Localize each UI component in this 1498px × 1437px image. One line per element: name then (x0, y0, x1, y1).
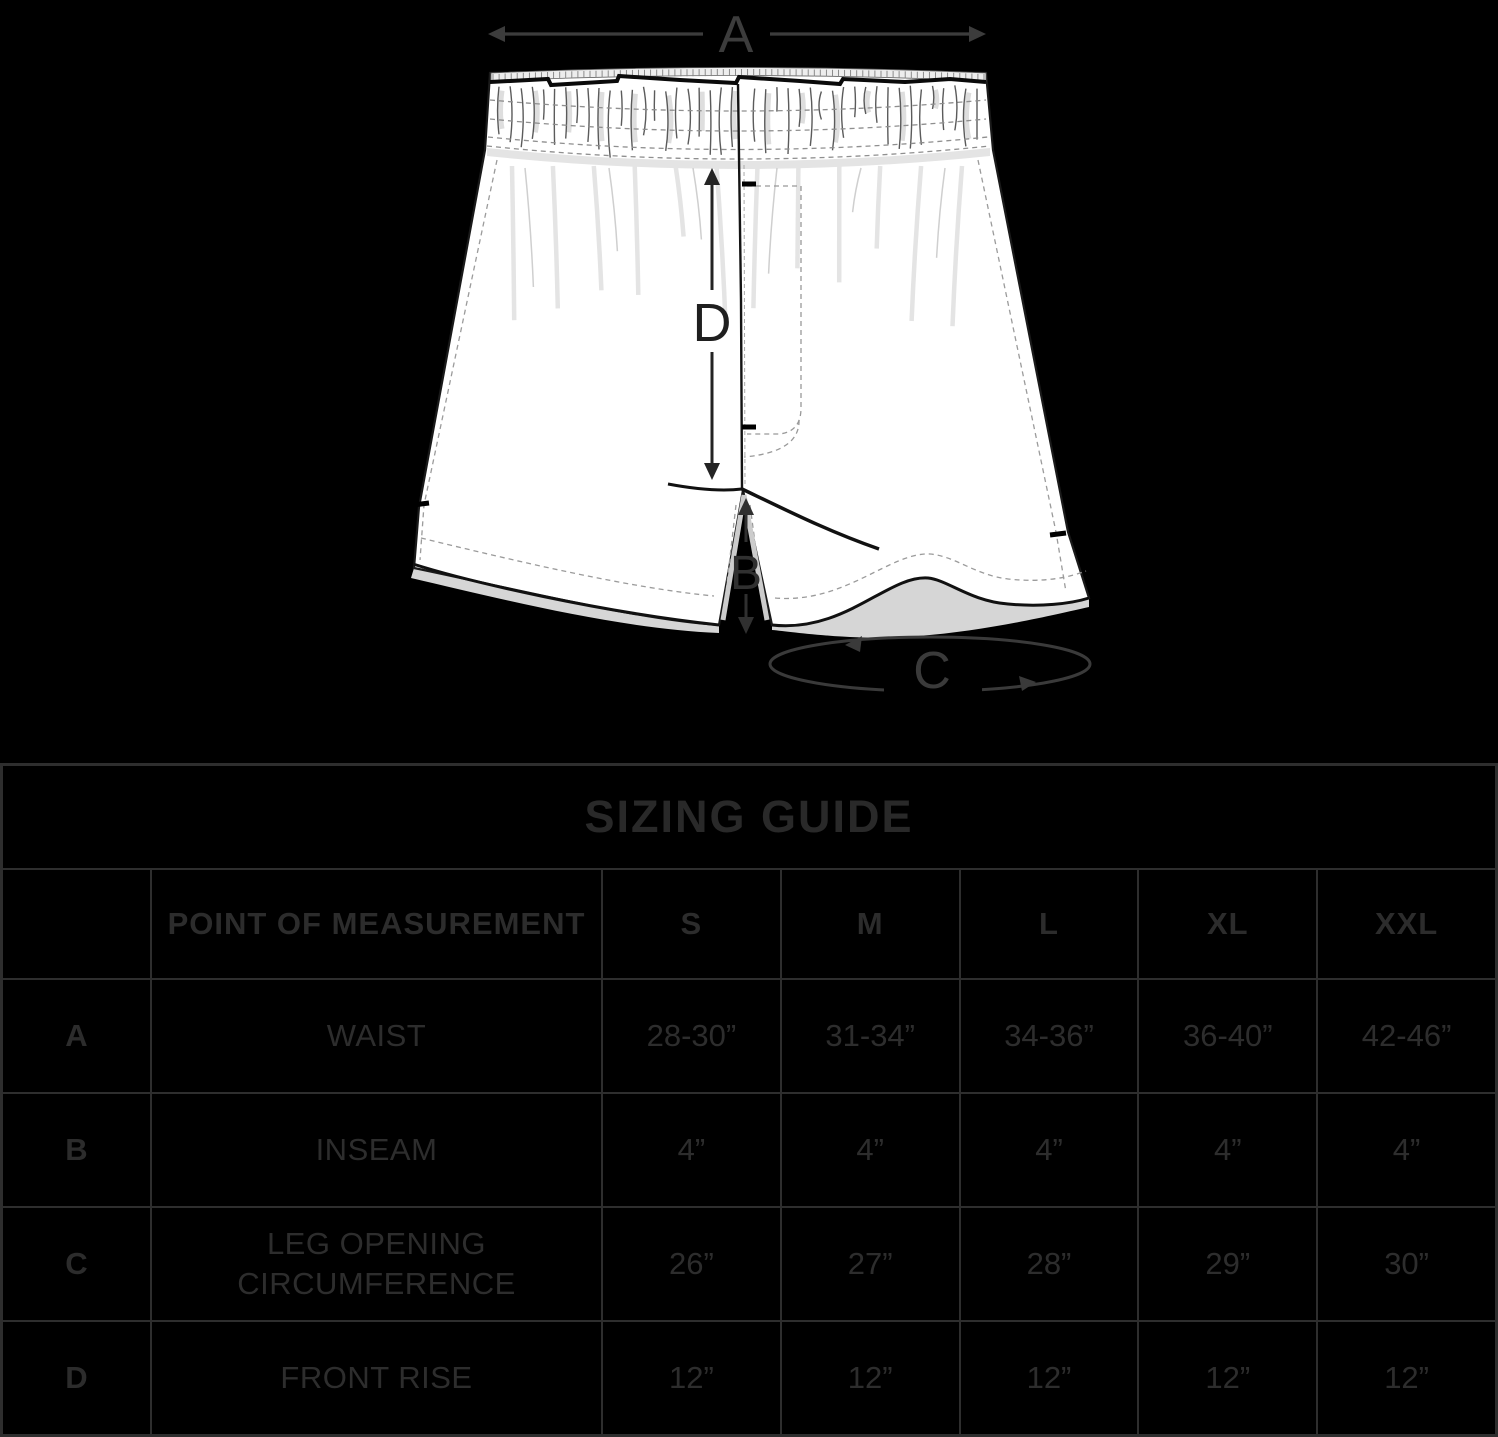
label-c: C (913, 642, 951, 700)
label-b: B (729, 547, 763, 600)
row-label-c: LEG OPENING CIRCUMFERENCE (152, 1208, 601, 1320)
value-d-0: 12” (603, 1322, 780, 1434)
value-a-4: 42-46” (1318, 980, 1495, 1092)
column-header-xl: XL (1139, 870, 1316, 978)
label-a: A (718, 6, 754, 64)
row-key-a: A (3, 980, 150, 1092)
value-a-1: 31-34” (782, 980, 959, 1092)
value-a-3: 36-40” (1139, 980, 1316, 1092)
corner-cell (3, 870, 150, 978)
value-a-2: 34-36” (961, 980, 1138, 1092)
row-key-b: B (3, 1094, 150, 1206)
value-c-1: 27” (782, 1208, 959, 1320)
value-c-3: 29” (1139, 1208, 1316, 1320)
value-b-1: 4” (782, 1094, 959, 1206)
row-label-a: WAIST (152, 980, 601, 1092)
column-header-xxl: XXL (1318, 870, 1495, 978)
row-label-d: FRONT RISE (152, 1322, 601, 1434)
value-b-0: 4” (603, 1094, 780, 1206)
row-label-b: INSEAM (152, 1094, 601, 1206)
label-d: D (692, 293, 732, 353)
value-c-0: 26” (603, 1208, 780, 1320)
row-key-d: D (3, 1322, 150, 1434)
value-b-4: 4” (1318, 1094, 1495, 1206)
value-d-3: 12” (1139, 1322, 1316, 1434)
value-c-2: 28” (961, 1208, 1138, 1320)
column-header-m: M (782, 870, 959, 978)
value-a-0: 28-30” (603, 980, 780, 1092)
value-b-3: 4” (1139, 1094, 1316, 1206)
row-key-c: C (3, 1208, 150, 1320)
column-header-l: L (961, 870, 1138, 978)
value-d-2: 12” (961, 1322, 1138, 1434)
value-d-1: 12” (782, 1322, 959, 1434)
sizing-table (0, 763, 1498, 1437)
column-header-point-of-measurement: POINT OF MEASUREMENT (152, 870, 601, 978)
column-header-s: S (603, 870, 780, 978)
value-b-2: 4” (961, 1094, 1138, 1206)
sizing-guide-title: SIZING GUIDE (3, 766, 1495, 868)
value-d-4: 12” (1318, 1322, 1495, 1434)
value-c-4: 30” (1318, 1208, 1495, 1320)
